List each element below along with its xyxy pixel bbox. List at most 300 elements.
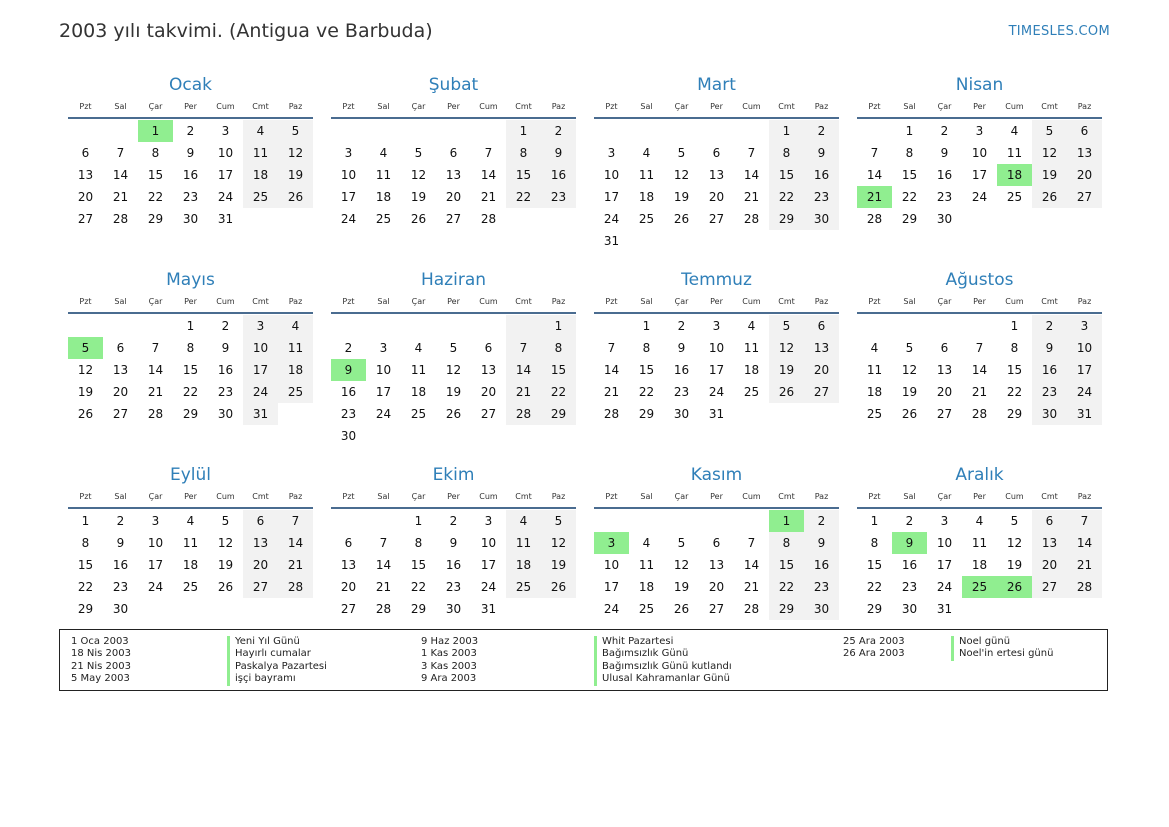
day-grid	[594, 120, 839, 252]
weekday-header	[857, 487, 1102, 509]
day-cell: 9	[449, 536, 458, 550]
weekday-label: Cum	[216, 492, 235, 501]
day-cell: 6	[344, 536, 353, 550]
day-cell: 22	[901, 190, 918, 204]
weekday-label: Paz	[551, 492, 566, 501]
day-cell: 10	[603, 168, 620, 182]
day-cell: 2	[804, 120, 839, 142]
day-cell: 14	[375, 558, 392, 572]
day-cell: 31	[1067, 403, 1102, 425]
day-cell: 17	[1067, 359, 1102, 381]
day-cell: 7	[379, 536, 388, 550]
weekday-label: Çar	[411, 297, 426, 306]
weekday-label: Sal	[903, 297, 916, 306]
day-cell: 2	[221, 319, 230, 333]
holiday-day-cell: 25	[962, 576, 997, 598]
day-cell: 21	[743, 190, 760, 204]
month-name: Ocak	[169, 75, 212, 95]
day-grid	[594, 315, 839, 425]
weekday-label: Pzt	[868, 297, 881, 306]
day-cell: 15	[506, 164, 541, 186]
weekday-label: Per	[710, 492, 723, 501]
weekday-header	[594, 97, 839, 119]
day-cell: 3	[243, 315, 278, 337]
day-cell: 16	[217, 363, 234, 377]
month-name: Mayıs	[166, 270, 215, 290]
day-cell: 16	[112, 558, 129, 572]
day-cell: 7	[116, 146, 125, 160]
day-cell: 24	[603, 602, 620, 616]
day-cell: 7	[607, 341, 616, 355]
day-cell: 9	[116, 536, 125, 550]
empty-day-cell	[699, 510, 734, 532]
weekday-header	[594, 292, 839, 314]
weekday-label: Per	[710, 102, 723, 111]
day-cell: 30	[804, 208, 839, 230]
empty-day-cell	[629, 120, 664, 142]
day-cell: 23	[541, 186, 576, 208]
day-cell: 26	[77, 407, 94, 421]
day-cell: 18	[638, 190, 655, 204]
empty-day-cell	[103, 315, 138, 337]
day-cell: 5	[1010, 514, 1019, 528]
month-calendar	[857, 73, 1102, 268]
day-cell: 11	[182, 536, 199, 550]
weekday-header	[331, 97, 576, 119]
day-cell: 28	[480, 212, 497, 226]
weekday-label: Per	[710, 297, 723, 306]
day-cell: 12	[1032, 142, 1067, 164]
day-cell: 12	[1006, 536, 1023, 550]
weekday-label: Sal	[903, 102, 916, 111]
empty-day-cell	[594, 315, 629, 337]
day-cell: 14	[147, 363, 164, 377]
day-cell: 4	[870, 341, 879, 355]
day-cell: 10	[243, 337, 278, 359]
weekday-label: Pzt	[79, 297, 92, 306]
day-cell: 24	[217, 190, 234, 204]
day-cell: 2	[1032, 315, 1067, 337]
day-cell: 2	[186, 124, 195, 138]
day-cell: 27	[708, 212, 725, 226]
day-cell: 5	[677, 146, 686, 160]
day-cell: 3	[221, 124, 230, 138]
day-cell: 2	[116, 514, 125, 528]
day-cell: 6	[243, 510, 278, 532]
weekday-header	[68, 487, 313, 509]
day-cell: 4	[506, 510, 541, 532]
day-cell: 11	[866, 363, 883, 377]
day-cell: 29	[866, 602, 883, 616]
day-cell: 28	[112, 212, 129, 226]
day-cell: 6	[116, 341, 125, 355]
day-cell: 2	[905, 514, 914, 528]
empty-day-cell	[68, 315, 103, 337]
day-cell: 29	[769, 208, 804, 230]
day-cell: 10	[480, 536, 497, 550]
weekday-label: Sal	[640, 102, 653, 111]
day-cell: 5	[541, 510, 576, 532]
weekday-label: Cmt	[1041, 492, 1058, 501]
day-cell: 3	[379, 341, 388, 355]
day-cell: 22	[769, 186, 804, 208]
holiday-day-cell: 9	[331, 359, 366, 381]
weekday-label: Cum	[742, 102, 761, 111]
day-cell: 4	[747, 319, 756, 333]
weekday-label: Pzt	[342, 102, 355, 111]
day-cell: 14	[480, 168, 497, 182]
day-cell: 28	[971, 407, 988, 421]
day-cell: 10	[936, 536, 953, 550]
day-cell: 22	[769, 576, 804, 598]
day-cell: 8	[541, 337, 576, 359]
day-cell: 26	[1032, 186, 1067, 208]
month-name: Eylül	[169, 465, 212, 485]
day-cell: 4	[379, 146, 388, 160]
day-cell: 26	[217, 580, 234, 594]
empty-day-cell	[366, 315, 401, 337]
legend-holiday-name: Noel günü	[951, 636, 1053, 648]
weekday-label: Per	[184, 102, 197, 111]
day-cell: 8	[642, 341, 651, 355]
day-cell: 29	[77, 602, 94, 616]
day-cell: 15	[866, 558, 883, 572]
day-cell: 9	[186, 146, 195, 160]
weekday-label: Pzt	[868, 102, 881, 111]
legend-date: 26 Ara 2003	[843, 648, 905, 660]
day-cell: 7	[484, 146, 493, 160]
weekday-label: Cum	[1005, 102, 1024, 111]
legend-date: 9 Haz 2003	[421, 636, 479, 647]
day-cell: 29	[901, 212, 918, 226]
weekday-label: Per	[447, 102, 460, 111]
empty-day-cell	[366, 120, 401, 142]
day-cell: 2	[940, 124, 949, 138]
day-cell: 24	[971, 190, 988, 204]
empty-day-cell	[401, 315, 436, 337]
weekday-header	[857, 292, 1102, 314]
day-cell: 28	[506, 403, 541, 425]
day-cell: 22	[77, 580, 94, 594]
day-cell: 12	[541, 532, 576, 554]
page-title: 2003 yılı takvimi. (Antigua ve Barbuda)	[59, 20, 433, 42]
day-grid	[68, 510, 313, 620]
legend-names-col-3	[951, 636, 1053, 661]
day-cell: 26	[278, 186, 313, 208]
day-cell: 5	[1032, 120, 1067, 142]
day-cell: 19	[217, 558, 234, 572]
weekday-header	[594, 487, 839, 509]
day-cell: 27	[445, 212, 462, 226]
day-cell: 16	[340, 385, 357, 399]
holiday-day-cell: 26	[997, 576, 1032, 598]
day-cell: 11	[243, 142, 278, 164]
legend-holiday-name: Noel'in ertesi günü	[951, 648, 1053, 660]
day-cell: 25	[278, 381, 313, 403]
day-cell: 18	[638, 580, 655, 594]
day-cell: 15	[901, 168, 918, 182]
weekday-label: Çar	[148, 102, 163, 111]
legend-dates-col-3	[843, 636, 905, 661]
day-cell: 11	[375, 168, 392, 182]
day-cell: 9	[221, 341, 230, 355]
day-cell: 30	[936, 212, 953, 226]
empty-day-cell	[331, 315, 366, 337]
legend-holiday-name: Bağımsızlık Günü kutlandı	[594, 661, 732, 673]
day-cell: 13	[1067, 142, 1102, 164]
day-cell: 17	[340, 190, 357, 204]
day-cell: 25	[375, 212, 392, 226]
day-cell: 21	[971, 385, 988, 399]
day-cell: 23	[804, 576, 839, 598]
day-cell: 24	[375, 407, 392, 421]
weekday-label: Paz	[551, 102, 566, 111]
weekday-label: Cmt	[515, 102, 532, 111]
day-cell: 16	[673, 363, 690, 377]
holiday-day-cell: 21	[857, 186, 892, 208]
site-link[interactable]: TIMESLES.COM	[1008, 24, 1110, 39]
day-cell: 29	[182, 407, 199, 421]
day-cell: 12	[217, 536, 234, 550]
month-calendar	[68, 73, 313, 268]
weekday-label: Per	[447, 297, 460, 306]
day-cell: 16	[901, 558, 918, 572]
day-grid	[68, 315, 313, 425]
legend-holiday-name: Paskalya Pazartesi	[227, 661, 327, 673]
calendar-grid	[68, 73, 1102, 658]
empty-day-cell	[734, 510, 769, 532]
day-cell: 11	[278, 337, 313, 359]
day-cell: 31	[936, 602, 953, 616]
day-cell: 3	[484, 514, 493, 528]
weekday-label: Çar	[674, 492, 689, 501]
day-cell: 16	[804, 164, 839, 186]
day-cell: 12	[410, 168, 427, 182]
day-cell: 23	[217, 385, 234, 399]
day-cell: 26	[541, 576, 576, 598]
day-cell: 30	[340, 429, 357, 443]
weekday-label: Cum	[216, 102, 235, 111]
day-cell: 10	[217, 146, 234, 160]
day-cell: 8	[414, 536, 423, 550]
day-cell: 3	[151, 514, 160, 528]
day-cell: 8	[151, 146, 160, 160]
day-cell: 11	[971, 536, 988, 550]
legend-dates-col-1	[71, 636, 131, 686]
day-cell: 29	[638, 407, 655, 421]
day-cell: 14	[112, 168, 129, 182]
day-grid	[331, 315, 576, 447]
day-cell: 14	[603, 363, 620, 377]
day-cell: 21	[278, 554, 313, 576]
day-cell: 29	[1006, 407, 1023, 421]
day-cell: 8	[186, 341, 195, 355]
day-cell: 13	[340, 558, 357, 572]
day-cell: 9	[804, 532, 839, 554]
month-calendar	[331, 73, 576, 268]
day-cell: 19	[445, 385, 462, 399]
weekday-label: Pzt	[605, 297, 618, 306]
day-cell: 27	[708, 602, 725, 616]
day-cell: 13	[1032, 532, 1067, 554]
weekday-label: Çar	[411, 492, 426, 501]
day-cell: 30	[1032, 403, 1067, 425]
day-cell: 6	[1067, 120, 1102, 142]
day-cell: 13	[445, 168, 462, 182]
day-cell: 10	[340, 168, 357, 182]
weekday-label: Paz	[1077, 102, 1092, 111]
legend-holiday-name: Bağımsızlık Günü	[594, 648, 732, 660]
weekday-label: Sal	[640, 492, 653, 501]
empty-day-cell	[629, 510, 664, 532]
empty-day-cell	[471, 120, 506, 142]
day-cell: 22	[866, 580, 883, 594]
day-cell: 23	[1032, 381, 1067, 403]
day-cell: 13	[708, 168, 725, 182]
weekday-label: Çar	[411, 102, 426, 111]
day-cell: 15	[147, 168, 164, 182]
day-cell: 4	[642, 536, 651, 550]
day-cell: 29	[410, 602, 427, 616]
empty-day-cell	[594, 510, 629, 532]
empty-day-cell	[857, 120, 892, 142]
weekday-label: Paz	[1077, 492, 1092, 501]
day-cell: 27	[112, 407, 129, 421]
weekday-label: Cum	[742, 297, 761, 306]
month-calendar	[857, 268, 1102, 463]
day-cell: 9	[541, 142, 576, 164]
empty-day-cell	[138, 315, 173, 337]
day-cell: 18	[506, 554, 541, 576]
weekday-header	[331, 292, 576, 314]
day-cell: 13	[936, 363, 953, 377]
weekday-label: Çar	[937, 297, 952, 306]
empty-day-cell	[436, 120, 471, 142]
day-cell: 27	[1067, 186, 1102, 208]
day-cell: 14	[971, 363, 988, 377]
day-cell: 17	[375, 385, 392, 399]
day-cell: 28	[743, 212, 760, 226]
weekday-label: Pzt	[342, 492, 355, 501]
day-cell: 20	[708, 580, 725, 594]
day-cell: 19	[1032, 164, 1067, 186]
day-cell: 4	[414, 341, 423, 355]
day-cell: 2	[344, 341, 353, 355]
day-cell: 21	[743, 580, 760, 594]
day-cell: 24	[147, 580, 164, 594]
day-cell: 11	[743, 341, 760, 355]
day-cell: 7	[506, 337, 541, 359]
weekday-label: Per	[447, 492, 460, 501]
day-cell: 16	[182, 168, 199, 182]
day-cell: 17	[971, 168, 988, 182]
day-cell: 10	[375, 363, 392, 377]
weekday-label: Çar	[937, 102, 952, 111]
legend-holiday-name: Ulusal Kahramanlar Günü	[594, 673, 732, 685]
weekday-label: Cmt	[778, 492, 795, 501]
day-cell: 4	[975, 514, 984, 528]
empty-day-cell	[401, 120, 436, 142]
day-cell: 1	[81, 514, 90, 528]
day-grid	[331, 510, 576, 620]
day-cell: 12	[673, 168, 690, 182]
day-cell: 29	[769, 598, 804, 620]
day-cell: 14	[743, 168, 760, 182]
month-calendar	[331, 268, 576, 463]
day-cell: 11	[1006, 146, 1023, 160]
legend-holiday-name: Yeni Yıl Günü	[227, 636, 327, 648]
day-cell: 13	[243, 532, 278, 554]
empty-day-cell	[962, 315, 997, 337]
day-cell: 27	[936, 407, 953, 421]
empty-day-cell	[103, 120, 138, 142]
day-cell: 16	[936, 168, 953, 182]
day-cell: 27	[340, 602, 357, 616]
weekday-label: Paz	[814, 492, 829, 501]
day-cell: 28	[743, 602, 760, 616]
day-grid	[331, 120, 576, 230]
day-cell: 2	[449, 514, 458, 528]
day-cell: 3	[607, 146, 616, 160]
day-cell: 29	[541, 403, 576, 425]
day-cell: 27	[77, 212, 94, 226]
day-cell: 17	[603, 580, 620, 594]
day-cell: 19	[769, 359, 804, 381]
empty-day-cell	[664, 120, 699, 142]
day-cell: 22	[182, 385, 199, 399]
month-name: Haziran	[420, 270, 487, 290]
day-cell: 23	[901, 580, 918, 594]
legend-holiday-name: işçi bayramı	[227, 673, 327, 685]
weekday-label: Paz	[814, 102, 829, 111]
legend-date: 1 Kas 2003	[421, 648, 477, 660]
day-cell: 1	[905, 124, 914, 138]
day-cell: 18	[182, 558, 199, 572]
day-cell: 31	[480, 602, 497, 616]
day-cell: 21	[1067, 554, 1102, 576]
day-cell: 7	[747, 536, 756, 550]
day-cell: 8	[1010, 341, 1019, 355]
weekday-label: Cmt	[252, 297, 269, 306]
day-cell: 15	[1006, 363, 1023, 377]
day-cell: 7	[151, 341, 160, 355]
empty-day-cell	[594, 120, 629, 142]
weekday-label: Cmt	[515, 492, 532, 501]
weekday-label: Cmt	[778, 102, 795, 111]
day-cell: 19	[901, 385, 918, 399]
day-cell: 10	[971, 146, 988, 160]
weekday-header	[857, 97, 1102, 119]
weekday-label: Çar	[674, 297, 689, 306]
empty-day-cell	[68, 120, 103, 142]
month-name: Aralık	[955, 465, 1004, 485]
weekday-label: Sal	[377, 492, 390, 501]
day-cell: 14	[1067, 532, 1102, 554]
day-cell: 18	[243, 164, 278, 186]
day-cell: 13	[77, 168, 94, 182]
day-cell: 23	[673, 385, 690, 399]
day-cell: 4	[243, 120, 278, 142]
day-cell: 20	[1032, 554, 1067, 576]
weekday-label: Cmt	[1041, 102, 1058, 111]
day-cell: 24	[603, 212, 620, 226]
month-name: Mart	[697, 75, 736, 95]
day-cell: 25	[638, 602, 655, 616]
month-name: Nisan	[955, 75, 1004, 95]
weekday-label: Paz	[1077, 297, 1092, 306]
day-cell: 7	[1067, 510, 1102, 532]
day-cell: 20	[936, 385, 953, 399]
